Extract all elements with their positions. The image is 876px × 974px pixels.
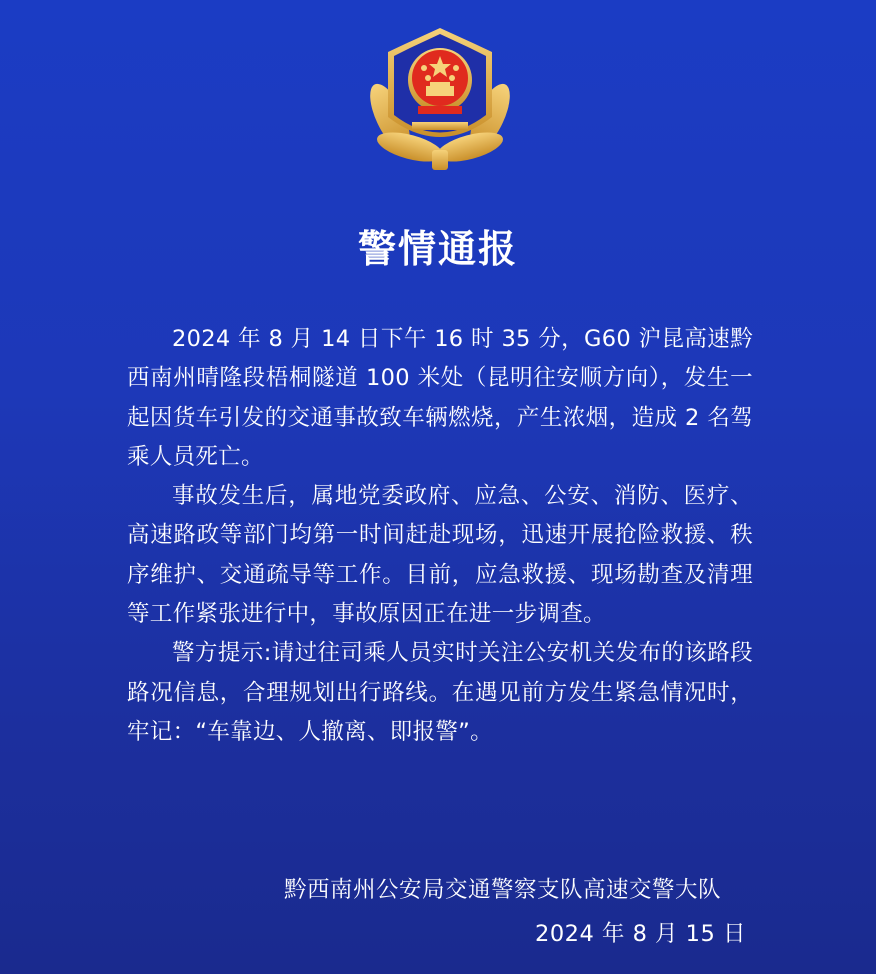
paragraph-warning: 警方提示:请过往司乘人员实时关注公安机关发布的该路段路况信息，合理规划出行路线。在遇见前方发生紧急情况时，牢记：“车靠边、人撤离、即报警”。 [127,640,753,745]
notice-body [127,320,753,752]
page-title: 警情通报 [357,227,518,271]
police-emblem-icon [360,22,520,172]
paragraph-incident: 2024 年 8 月 14 日下午 16 时 35 分，G60 沪昆高速黔西南州晴隆段梧桐隧道 100 米处（昆明往安顺方向），发生一起因货车引发的交通事故致车辆燃烧，产生浓烟，造成 2 名驾乘人员死亡。 [127,326,753,470]
paragraph-response: 事故发生后，属地党委政府、应急、公安、消防、医疗、高速路政等部门均第一时间赶赴现场，迅速开展抢险救援、秩序维护、交通疏导等工作。目前，应急救援、现场勘查及清理等工作紧张进行中，事故原因正在进一步调查。 [127,483,753,628]
issue-date: 2024 年 8 月 15 日 [535,921,746,947]
issuer-signature: 黔西南州公安局交通警察支队高速交警大队 [284,877,722,903]
